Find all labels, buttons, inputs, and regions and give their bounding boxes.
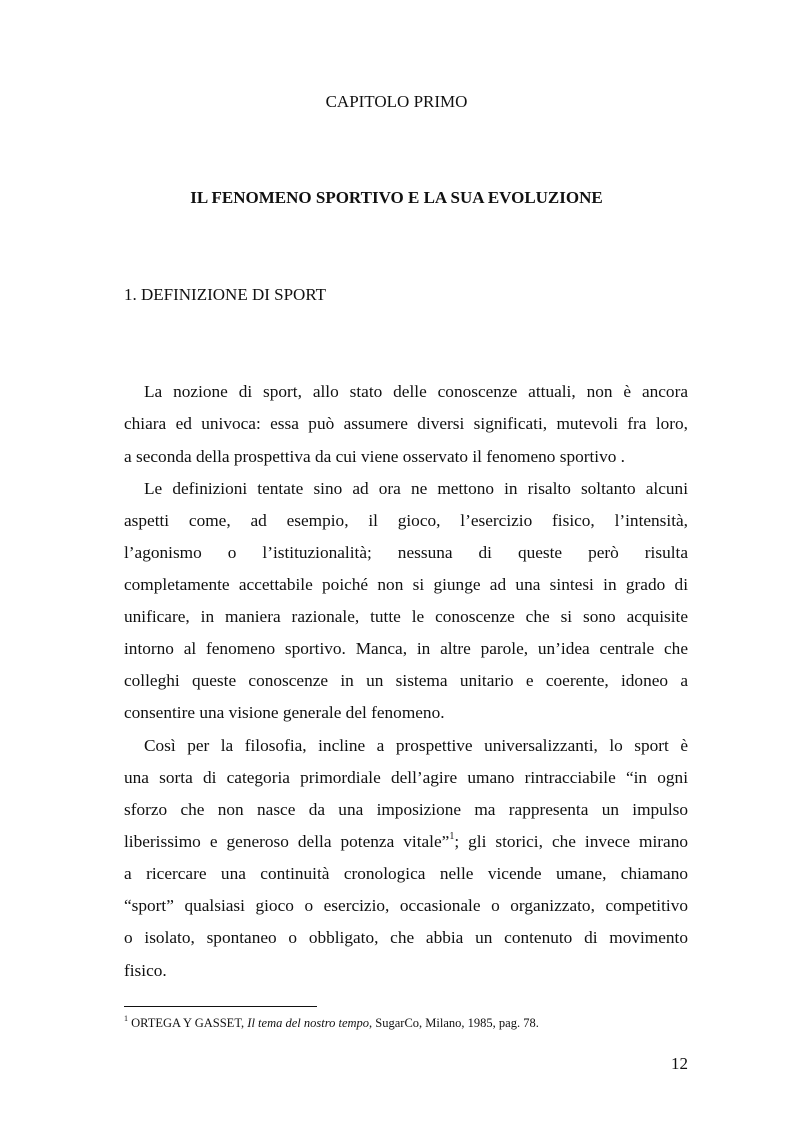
section-heading: 1. DEFINIZIONE DI SPORT — [124, 285, 327, 304]
paragraph-line: sforzo che non nasce da una imposizione ma rappresenta un impulso — [124, 800, 688, 819]
paragraph-line: “sport” qualsiasi gioco o esercizio, occasionale o organizzato, competitivo — [124, 896, 688, 915]
paragraph-line: chiara ed univoca: essa può assumere diversi significati, mutevoli fra loro, — [124, 414, 688, 433]
paragraph-line — [124, 831, 688, 853]
paragraph-line: consentire una visione generale del fenomeno. — [124, 703, 445, 722]
paragraph-line: colleghi queste conoscenze in un sistema unitario e coerente, idoneo a — [124, 671, 688, 690]
paragraph-line: unificare, in maniera razionale, tutte le conoscenze che si sono acquisite — [124, 607, 688, 626]
paragraph-line: l’agonismo o l’istituzionalità; nessuna di queste però risulta — [124, 543, 688, 562]
chapter-label: CAPITOLO PRIMO — [325, 92, 468, 111]
footnote — [124, 1013, 539, 1031]
footnote-number: 1 — [124, 1013, 128, 1023]
paragraph-line: Le definizioni tentate sino ad ora ne mettono in risalto soltanto alcuni — [144, 479, 688, 498]
footnote-author: ORTEGA Y GASSET, — [128, 1016, 248, 1030]
paragraph-line: La nozione di sport, allo stato delle conoscenze attuali, non è ancora — [144, 382, 688, 401]
paragraph-line: intorno al fenomeno sportivo. Manca, in altre parole, un’idea centrale che — [124, 639, 688, 658]
footnote-details: , SugarCo, Milano, 1985, pag. 78. — [369, 1016, 539, 1030]
line-segment: liberissimo e generoso della potenza vitale” — [124, 832, 450, 851]
paragraph-line: a seconda della prospettiva da cui viene osservato il fenomeno sportivo . — [124, 447, 626, 466]
chapter-title: IL FENOMENO SPORTIVO E LA SUA EVOLUZIONE — [190, 188, 603, 207]
footnote-marker: 1 — [449, 831, 455, 843]
paragraph-line: fisico. — [124, 961, 167, 980]
footnote-separator — [124, 1006, 317, 1007]
line-segment: ; gli storici, che invece mirano — [454, 832, 688, 851]
paragraph-line: Così per la filosofia, incline a prospettive universalizzanti, lo sport è — [144, 736, 688, 755]
paragraph-line: a ricercare una continuità cronologica nelle vicende umane, chiamano — [124, 864, 688, 883]
footnote-work-title: Il tema del nostro tempo — [247, 1016, 370, 1030]
paragraph-line: una sorta di categoria primordiale dell’agire umano rintracciabile “in ogni — [124, 768, 688, 787]
paragraph-line: completamente accettabile poiché non si giunge ad una sintesi in grado di — [124, 575, 688, 594]
paragraph-line: aspetti come, ad esempio, il gioco, l’esercizio fisico, l’intensità, — [124, 511, 688, 530]
page-number: 12 — [671, 1054, 688, 1073]
paragraph-line: o isolato, spontaneo o obbligato, che abbia un contenuto di movimento — [124, 928, 688, 947]
